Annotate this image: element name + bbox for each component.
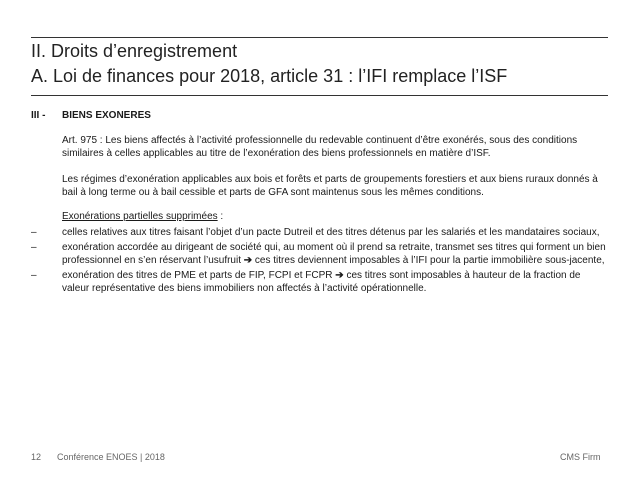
- header-divider: [31, 95, 608, 96]
- dash-bullet: –: [31, 227, 37, 238]
- section-title: BIENS EXONERES: [62, 110, 151, 121]
- page-number: 12: [31, 452, 42, 462]
- paragraph-regimes: Les régimes d’exonération applicables aux bois et forêts et parts de groupements forestiers et aux biens ruraux donnés à bail à long terme ou à bail cessible et parts de GFA sont maintenus sous les mêmes conditions.: [62, 174, 598, 198]
- event-label: Conférence ENOES | 2018: [57, 452, 165, 462]
- partial-exemptions-heading: [62, 210, 608, 223]
- slide-subtitle: A. Loi de finances pour 2018, article 31 : l’IFI remplace l’ISF: [31, 66, 508, 86]
- list-item-text: exonération des titres de PME et parts de FIP, FCPI et FCPR: [62, 270, 336, 281]
- dash-bullet: –: [31, 242, 37, 253]
- top-divider: [31, 37, 608, 38]
- firm-label: CMS Firm: [560, 452, 601, 462]
- arrow-right-icon: ➔: [335, 270, 344, 281]
- arrow-right-icon: ➔: [243, 255, 253, 266]
- list-item: [31, 226, 608, 239]
- partial-exemptions-colon: :: [217, 211, 224, 222]
- list-item-consequence: ces titres sont imposables à hauteur de la fraction de valeur représentative des biens immobiliers non affectés à l’activité opérationnelle.: [62, 270, 581, 294]
- dash-bullet: –: [31, 270, 37, 281]
- list-item-text: exonération accordée au dirigeant de société qui, au moment où il prend sa retraite, transmet ses titres qui forment un bien professionnel en s’en réservant l’usufruit: [62, 242, 606, 266]
- slide-title: II. Droits d’enregistrement: [31, 41, 238, 61]
- exemption-list: [31, 226, 608, 297]
- paragraph-art-975: Art. 975 : Les biens affectés à l’activité professionnelle du redevable continuent d’être exonérés, sous des conditions similaires à celles applicables au titre de l’exonération des biens professionnels en matière d’ISF.: [62, 135, 578, 159]
- section-number: III -: [31, 110, 46, 121]
- partial-exemptions-label: Exonérations partielles supprimées: [62, 211, 218, 222]
- list-item: [31, 269, 608, 295]
- list-item: [31, 241, 608, 267]
- list-item-text: celles relatives aux titres faisant l’objet d’un pacte Dutreil et des titres détenus par les salariés et les mandataires sociaux,: [62, 227, 600, 238]
- list-item-consequence: ces titres deviennent imposables à l’IFI pour la partie immobilière sous-jacente,: [252, 255, 605, 266]
